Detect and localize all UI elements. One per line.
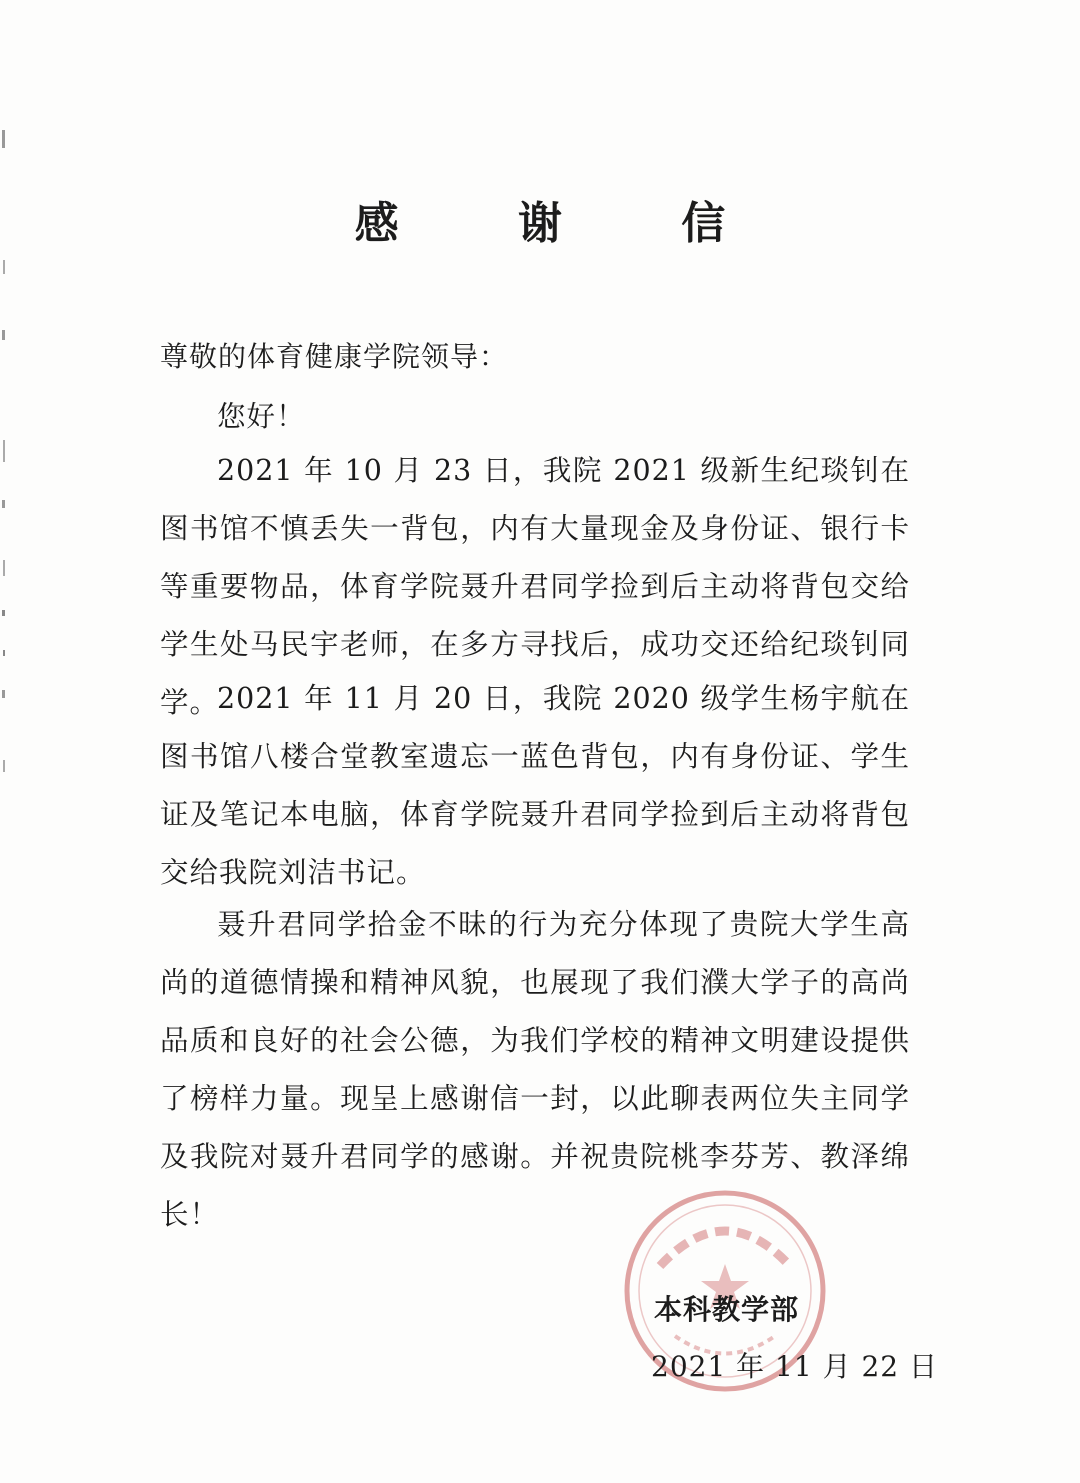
- letter-title: 感 谢 信: [354, 198, 778, 249]
- paragraph-3: 聂升君同学拾金不昧的行为充分体现了贵院大学生高尚的道德情操和精神风貌，也展现了我们濮大学子的高尚品质和良好的社会公德，为我们学校的精神文明建设提供了榜样力量。现呈上感谢信一封，以此聊表两位失主同学及我院对聂升君同学的感谢。并祝贵院桃李芬芳、教泽绵长！: [160, 908, 910, 1231]
- salutation: 尊敬的体育健康学院领导：: [160, 340, 509, 373]
- paragraph-2: 2021 年 11 月 20 日，我院 2020 级学生杨宇航在图书馆八楼合堂教室遗忘一蓝色背包，内有身份证、学生证及笔记本电脑，体育学院聂升君同学捡到后主动将背包交给我院刘洁书记。: [160, 682, 910, 889]
- signature-date: 2021 年 11 月 22 日: [651, 1350, 939, 1383]
- signature-department: 本科教学部: [654, 1293, 800, 1326]
- paragraph-1: 2021 年 10 月 23 日，我院 2021 级新生纪琰钊在图书馆不慎丢失一背包，内有大量现金及身份证、银行卡等重要物品，体育学院聂升君同学捡到后主动将背包交给学生处马民宇老师，在多方寻找后，成功交还给纪琰钊同学。: [160, 454, 910, 719]
- greeting: 您好！: [217, 400, 306, 433]
